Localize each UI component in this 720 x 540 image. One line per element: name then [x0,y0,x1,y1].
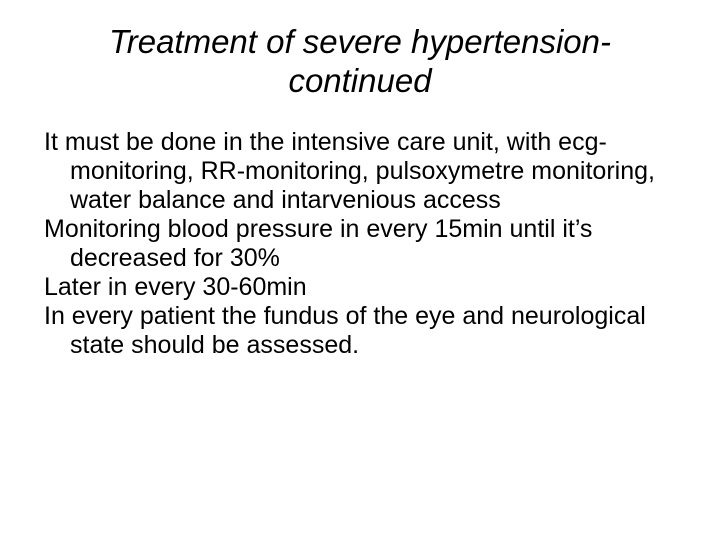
body-paragraph-1: It must be done in the intensive care unit, with ecg-monitoring, RR-monitoring, pulsoxymetre monitoring, water balance and intarvenious access [44,128,655,214]
slide-title-line-1: Treatment of severe hypertension- [109,23,611,60]
body-paragraph-2: Monitoring blood pressure in every 15min until it’s decreased for 30% [44,215,593,272]
body-paragraph-4: In every patient the fundus of the eye and neurological state should be assessed. [44,302,646,359]
slide-title-line-2: continued [288,62,432,99]
slide-body [44,128,684,360]
slide-title [40,22,680,100]
body-paragraph-3: Later in every 30-60min [44,273,307,301]
